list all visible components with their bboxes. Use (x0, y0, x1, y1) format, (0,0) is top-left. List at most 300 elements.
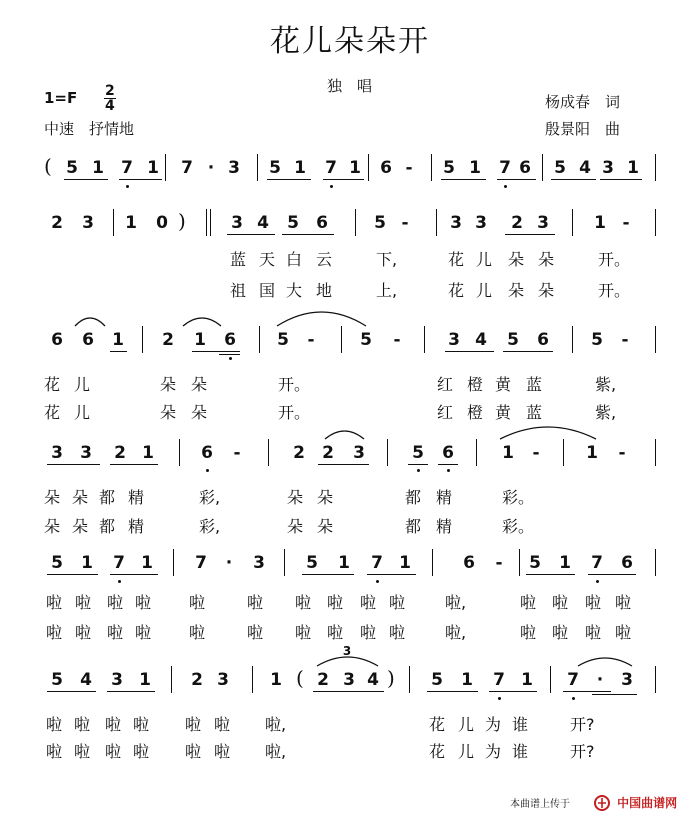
barline (355, 209, 356, 236)
lyric-v1: 精 (128, 488, 145, 507)
note: 3 (353, 443, 365, 463)
beam-underline (526, 574, 575, 575)
lyric-v1: 朵 (538, 250, 555, 269)
beam-underline (588, 574, 636, 575)
barline (113, 209, 114, 236)
beam-underline (551, 179, 596, 180)
note: 1 (521, 670, 533, 690)
barline (210, 209, 211, 236)
footer-upload-text: 本曲谱上传于 (510, 799, 570, 810)
note: 0 (156, 213, 168, 233)
beam-underline (367, 574, 416, 575)
lyric-v1: 白 (286, 250, 303, 269)
lyric-v2: 开? (570, 742, 595, 761)
lyric-v1: 啦 (327, 593, 344, 612)
beam-underline (219, 354, 240, 355)
note: 1 (627, 158, 639, 178)
beam-underline (110, 464, 158, 465)
note: 6 (316, 213, 328, 233)
note: 3 (228, 158, 240, 178)
lyric-v2: 啦 (105, 742, 122, 761)
barline (252, 666, 253, 693)
lyric-v2: 啦 (46, 742, 63, 761)
barline (341, 326, 342, 353)
beam-underline (505, 234, 555, 235)
note: 7 (591, 553, 603, 573)
note: 3 (231, 213, 243, 233)
note: 7 (499, 158, 511, 178)
note: 3 (537, 213, 549, 233)
note: 2 (322, 443, 334, 463)
lyric-v2: 啦 (189, 623, 206, 642)
slur-arc (500, 427, 596, 439)
lyric-v1: 儿 (74, 375, 91, 394)
lyric-v1: 朵 (191, 375, 208, 394)
lyric-v1: 啦, (445, 593, 467, 612)
barline (424, 326, 425, 353)
lyric-v1: 啦 (189, 593, 206, 612)
lyric-v1: 啦 (107, 593, 124, 612)
lyric-v1: 啦 (105, 715, 122, 734)
performance-style: 独 唱 (327, 77, 373, 95)
lyric-v1: 紫, (595, 375, 617, 394)
lyric-v2: 开。 (278, 403, 311, 422)
lyric-v1: 啦 (46, 715, 63, 734)
barline (268, 439, 269, 466)
lyric-v2: 地 (316, 281, 333, 300)
note: 5 (277, 330, 289, 350)
lyric-v2: 国 (259, 281, 276, 300)
lyric-v2: 朵 (538, 281, 555, 300)
octave-dot (447, 469, 450, 472)
barline (572, 326, 573, 353)
lyric-v2: 花 (429, 742, 446, 761)
close-paren: ) (387, 666, 395, 690)
note: 5 (51, 670, 63, 690)
note: 6 (201, 443, 213, 463)
note: 5 (554, 158, 566, 178)
beam-underline (47, 464, 100, 465)
note: 3 (475, 213, 487, 233)
slur-arc (75, 318, 105, 326)
beam-underline (563, 691, 611, 692)
note: 5 (412, 443, 424, 463)
barline (655, 666, 656, 693)
beam-underline (318, 464, 369, 465)
lyric-v1: 啦 (615, 593, 632, 612)
lyric-v2: 上, (376, 281, 398, 300)
barline (655, 439, 656, 466)
lyric-v1: 开。 (598, 250, 631, 269)
lyric-v1: 橙 (467, 375, 484, 394)
beam-underline (427, 691, 478, 692)
lyric-v2: 啦 (327, 623, 344, 642)
note: 7 (493, 670, 505, 690)
lyric-v1: 朵 (160, 375, 177, 394)
note: 5 (374, 213, 386, 233)
lyric-v2: 橙 (467, 403, 484, 422)
note: 3 (448, 330, 460, 350)
note: 5 (507, 330, 519, 350)
lyric-v2: 啦, (445, 623, 467, 642)
beam-underline (110, 574, 158, 575)
note: 7 (195, 553, 207, 573)
slur-arc (317, 657, 378, 666)
composer-credit: 殷景阳 曲 (545, 120, 621, 138)
lyric-v2: 儿 (458, 742, 475, 761)
lyric-v2: 朵 (508, 281, 525, 300)
beam-underline (110, 351, 127, 352)
barline (142, 326, 143, 353)
lyric-v1: 为 (485, 715, 502, 734)
tempo-marking: 中速 抒情地 (44, 120, 135, 138)
lyric-v1: 朵 (317, 488, 334, 507)
lyric-v2: 啦 (585, 623, 602, 642)
lyric-v2: 祖 (230, 281, 247, 300)
note: 1 (338, 553, 350, 573)
lyric-v1: 啦 (74, 715, 91, 734)
note: 3 (51, 443, 63, 463)
octave-dot (229, 357, 232, 360)
barline (655, 209, 656, 236)
lyric-v1: 啦 (520, 593, 537, 612)
note: 6 (621, 553, 633, 573)
lyric-v2: 儿 (476, 281, 493, 300)
lyric-v2: 精 (128, 517, 145, 536)
note: 3 (82, 213, 94, 233)
lyric-v2: 朵 (44, 517, 61, 536)
lyric-v2: 精 (436, 517, 453, 536)
note: 7 (371, 553, 383, 573)
lyric-v2: 花 (44, 403, 61, 422)
lyric-v1: 啦 (185, 715, 202, 734)
site-logo-text: 中国曲谱网 (617, 796, 678, 810)
note: 4 (579, 158, 591, 178)
beam-underline (503, 351, 553, 352)
note: 4 (257, 213, 269, 233)
beam-underline (119, 179, 162, 180)
barline (476, 439, 477, 466)
note: 7 (121, 158, 133, 178)
note: 2 (162, 330, 174, 350)
note: 1 (559, 553, 571, 573)
dash: - (401, 213, 409, 233)
site-logo-icon (594, 795, 612, 811)
lyric-v2: 啦 (107, 623, 124, 642)
note: 5 (529, 553, 541, 573)
lyric-v2: 啦 (135, 623, 152, 642)
note: 1 (594, 213, 606, 233)
lyric-v1: 花 (429, 715, 446, 734)
barline (387, 439, 388, 466)
note: 2 (191, 670, 203, 690)
note: 5 (51, 553, 63, 573)
lyric-v2: 开。 (598, 281, 631, 300)
lyric-v2: 红 (437, 403, 454, 422)
octave-dot (330, 185, 333, 188)
beam-underline (592, 694, 637, 695)
beam-underline (107, 691, 155, 692)
barline (542, 154, 543, 181)
octave-dot (417, 469, 420, 472)
lyric-v1: 啦 (46, 593, 63, 612)
slur-arc (277, 312, 366, 326)
time-signature-bottom: 4 (105, 98, 115, 114)
lyric-v2: 黄 (495, 403, 512, 422)
barline (655, 549, 656, 576)
note: 1 (399, 553, 411, 573)
note: 6 (380, 158, 392, 178)
lyric-v1: 啦 (247, 593, 264, 612)
note: 5 (66, 158, 78, 178)
lyric-v1: 啦 (75, 593, 92, 612)
note: 1 (194, 330, 206, 350)
lyric-v1: 啦 (585, 593, 602, 612)
lyric-v1: 啦 (389, 593, 406, 612)
lyric-v1: 彩。 (502, 488, 535, 507)
beam-underline (47, 691, 96, 692)
barline (436, 209, 437, 236)
dash: - (307, 330, 315, 350)
lyric-v2: 紫, (595, 403, 617, 422)
note: 5 (287, 213, 299, 233)
lyric-v2: 彩。 (502, 517, 535, 536)
note: 3 (217, 670, 229, 690)
lyric-v2: 啦 (615, 623, 632, 642)
note: 2 (51, 213, 63, 233)
barline (173, 549, 174, 576)
note: 5 (443, 158, 455, 178)
beam-underline (227, 234, 275, 235)
lyric-v2: 儿 (74, 403, 91, 422)
beam-underline (438, 464, 458, 465)
note: 3 (602, 158, 614, 178)
note: 1 (112, 330, 124, 350)
lyric-v1: 精 (436, 488, 453, 507)
note: 7 (181, 158, 193, 178)
dash: - (393, 330, 401, 350)
lyric-v2: 啦 (214, 742, 231, 761)
note: 1 (349, 158, 361, 178)
lyric-v1: 黄 (495, 375, 512, 394)
note: 4 (80, 670, 92, 690)
beam-underline (64, 179, 108, 180)
barline (550, 666, 551, 693)
dash: - (622, 213, 630, 233)
lyric-v2: 蓝 (526, 403, 543, 422)
barline (409, 666, 410, 693)
lyric-v2: 都 (99, 517, 116, 536)
barline (284, 549, 285, 576)
lyric-v1: 啦 (135, 593, 152, 612)
barline (257, 154, 258, 181)
beam-underline (497, 179, 536, 180)
note: 1 (294, 158, 306, 178)
lyric-v1: 开。 (278, 375, 311, 394)
note: 5 (591, 330, 603, 350)
barline (655, 326, 656, 353)
note: 6 (463, 553, 475, 573)
barline (655, 154, 656, 181)
barline (165, 154, 166, 181)
note: 3 (80, 443, 92, 463)
lyric-v2: 啦 (185, 742, 202, 761)
lyric-v2: 朵 (287, 517, 304, 536)
note: 1 (502, 443, 514, 463)
lyric-v2: 啦 (295, 623, 312, 642)
octave-dot (126, 185, 129, 188)
lyric-v1: 都 (99, 488, 116, 507)
lyric-v1: 朵 (508, 250, 525, 269)
note: 1 (81, 553, 93, 573)
lyric-v2: 啦 (46, 623, 63, 642)
note: 1 (142, 443, 154, 463)
barline (432, 549, 433, 576)
note: 3 (450, 213, 462, 233)
close-paren: ) (178, 209, 186, 233)
note: 6 (519, 158, 531, 178)
lyric-v2: 朵 (160, 403, 177, 422)
lyric-v1: 谁 (512, 715, 529, 734)
octave-dot (504, 185, 507, 188)
note: 6 (51, 330, 63, 350)
dash: - (405, 158, 413, 178)
note: 1 (586, 443, 598, 463)
lyricist-credit: 杨成春 词 (545, 93, 621, 111)
lyric-v1: 下, (376, 250, 398, 269)
note: 2 (317, 670, 329, 690)
lyric-v1: 啦 (295, 593, 312, 612)
barline (171, 666, 172, 693)
octave-dot (498, 697, 501, 700)
dash: - (233, 443, 241, 463)
lyric-v2: 朵 (191, 403, 208, 422)
slur-arc (578, 658, 632, 666)
lyric-v2: 啦 (389, 623, 406, 642)
note: 3 (253, 553, 265, 573)
lyric-v2: 啦 (520, 623, 537, 642)
dash: - (495, 553, 503, 573)
note: 3 (111, 670, 123, 690)
lyric-v2: 啦 (552, 623, 569, 642)
lyric-v1: 啦 (360, 593, 377, 612)
lyric-v2: 都 (405, 517, 422, 536)
note: 1 (461, 670, 473, 690)
note: 2 (293, 443, 305, 463)
note: 3 (621, 670, 633, 690)
note: 3 (343, 670, 355, 690)
note: 1 (469, 158, 481, 178)
lyric-v1: 啦, (265, 715, 287, 734)
lyric-v1: 啦 (133, 715, 150, 734)
note: 5 (269, 158, 281, 178)
lyric-v1: 儿 (458, 715, 475, 734)
open-paren: ( (296, 666, 304, 690)
note: 6 (224, 330, 236, 350)
lyric-v1: 朵 (72, 488, 89, 507)
note: 6 (537, 330, 549, 350)
lyric-v1: 都 (405, 488, 422, 507)
note: 1 (141, 553, 153, 573)
lyric-v2: 啦 (247, 623, 264, 642)
note: 1 (92, 158, 104, 178)
note: 1 (139, 670, 151, 690)
lyric-v2: 朵 (72, 517, 89, 536)
dot-rhythm: · (207, 158, 215, 178)
lyric-v1: 花 (44, 375, 61, 394)
song-title: 花儿朵朵开 (270, 24, 430, 59)
time-signature-top: 2 (105, 83, 115, 99)
octave-dot (596, 580, 599, 583)
lyric-v1: 儿 (476, 250, 493, 269)
barline (206, 209, 207, 236)
note: 4 (475, 330, 487, 350)
note: 1 (270, 670, 282, 690)
lyric-v2: 朵 (317, 517, 334, 536)
lyric-v1: 红 (437, 375, 454, 394)
lyric-v2: 为 (485, 742, 502, 761)
lyric-v1: 云 (316, 250, 333, 269)
barline (519, 549, 520, 576)
lyric-v2: 花 (448, 281, 465, 300)
beam-underline (445, 351, 494, 352)
lyric-v1: 开? (570, 715, 595, 734)
barline (572, 209, 573, 236)
note: 6 (82, 330, 94, 350)
lyric-v1: 彩, (199, 488, 221, 507)
open-paren: ( (44, 154, 52, 178)
beam-underline (323, 179, 364, 180)
note: 1 (147, 158, 159, 178)
lyric-v2: 啦 (75, 623, 92, 642)
lyric-v1: 天 (259, 250, 276, 269)
beam-underline (267, 179, 311, 180)
beam-underline (313, 691, 384, 692)
note: 5 (360, 330, 372, 350)
lyric-v2: 啦 (74, 742, 91, 761)
beam-underline (600, 179, 642, 180)
beam-underline (441, 179, 486, 180)
lyric-v2: 彩, (199, 517, 221, 536)
dash: - (618, 443, 626, 463)
lyric-v2: 啦 (360, 623, 377, 642)
dot-rhythm: · (225, 553, 233, 573)
lyric-v2: 啦 (133, 742, 150, 761)
barline (368, 154, 369, 181)
beam-underline (47, 574, 98, 575)
octave-dot (118, 580, 121, 583)
note: 7 (113, 553, 125, 573)
key-signature: 1=F (44, 89, 78, 107)
beam-underline (192, 351, 240, 352)
barline (563, 439, 564, 466)
slur-arc (183, 318, 221, 326)
note: 5 (431, 670, 443, 690)
beam-underline (302, 574, 354, 575)
site-logo (594, 792, 677, 811)
note: 2 (114, 443, 126, 463)
octave-dot (572, 697, 575, 700)
lyric-v2: 谁 (512, 742, 529, 761)
lyric-v2: 啦, (265, 742, 287, 761)
note: 6 (442, 443, 454, 463)
note: 7 (325, 158, 337, 178)
note: 1 (125, 213, 137, 233)
lyric-v1: 蓝 (526, 375, 543, 394)
note: 4 (367, 670, 379, 690)
barline (259, 326, 260, 353)
dash: - (621, 330, 629, 350)
